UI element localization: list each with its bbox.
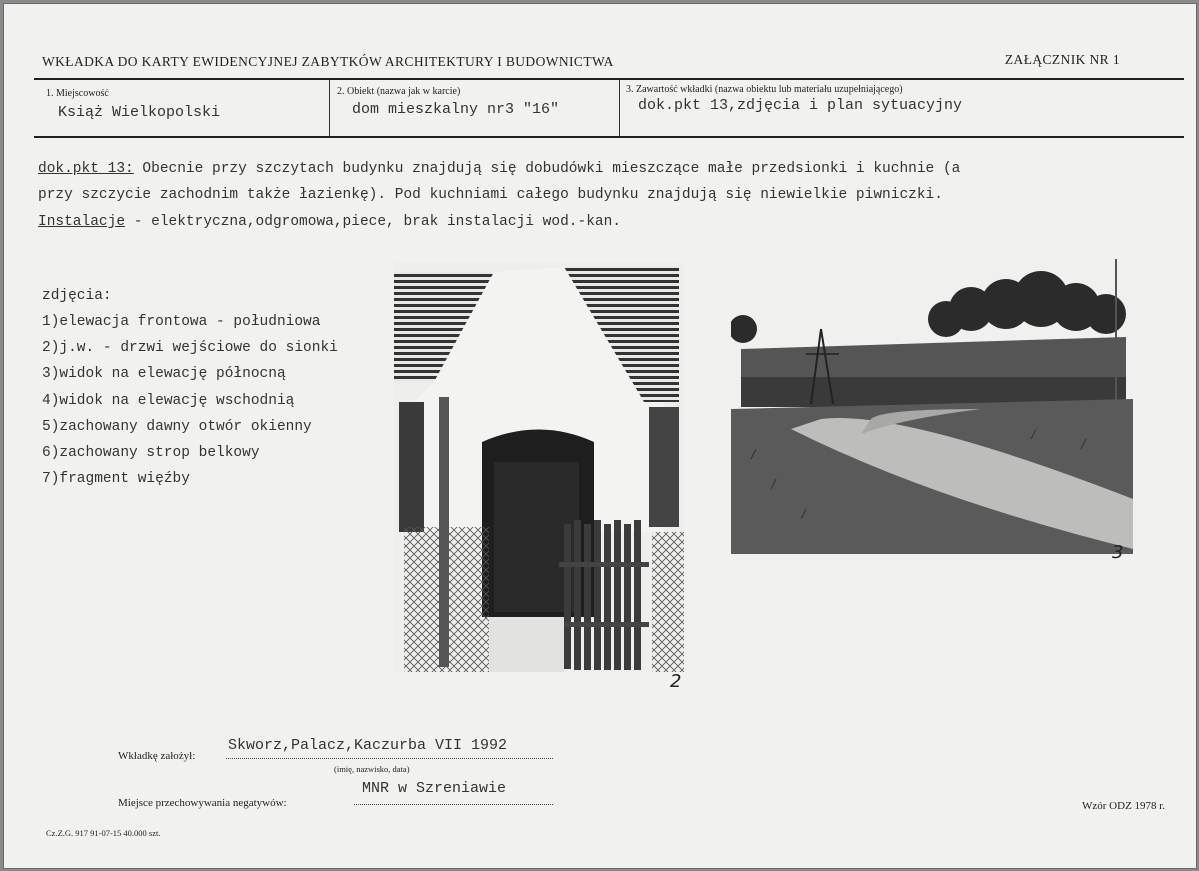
founder-value: Skworz,Palacz,Kaczurba VII 1992 <box>228 737 508 754</box>
founder-label: Wkładkę założył: <box>118 750 196 762</box>
ref-label: dok.pkt 13: <box>38 161 134 177</box>
table-divider-2 <box>619 80 620 136</box>
field-value-contents: dok.pkt 13,zdjęcia i plan sytuacyjny <box>638 97 963 114</box>
field-label-contents: 3. Zawartość wkładki (nazwa obiektu lub materiału uzupełniającego) <box>626 84 903 95</box>
photo-number-3: 3 <box>1112 542 1124 563</box>
photo-list-item-6: 6)zachowany strop belkowy <box>42 445 260 461</box>
field-label-locality: 1. Miejscowość <box>46 88 109 99</box>
photo-list-item-5: 5)zachowany dawny otwór okienny <box>42 419 312 435</box>
description-line-1 <box>38 161 960 177</box>
photo-list-item-2: 2)j.w. - drzwi wejściowe do sionki <box>42 340 338 356</box>
photo-list-item-1: 1)elewacja frontowa - południowa <box>42 314 321 330</box>
photo-list-item-7: 7)fragment więźby <box>42 471 190 487</box>
installations-line <box>38 214 621 230</box>
model-label: Wzór ODZ 1978 r. <box>1082 800 1166 812</box>
description-line-2: przy szczycie zachodnim także łazienkę). Pod kuchniami całego budynku znajdują się niewielkie piwniczki. <box>38 187 943 203</box>
photo-north-elevation <box>731 259 1133 554</box>
photo-list-item-3: 3)widok na elewację północną <box>42 366 286 382</box>
photo-list-item-4: 4)widok na elewację wschodnią <box>42 393 295 409</box>
annex-number: ZAŁĄCZNIK NR 1 <box>1004 52 1120 67</box>
field-value-object: dom mieszkalny nr3 "16" <box>352 101 560 118</box>
photo-number-2: 2 <box>670 671 682 692</box>
field-value-locality: Książ Wielkopolski <box>58 104 221 121</box>
table-divider-1 <box>329 80 330 136</box>
print-code: Cz.Z.G. 917 91-07-15 40.000 szt. <box>46 828 161 838</box>
installations-text: - elektryczna,odgromowa,piece, brak instalacji wod.-kan. <box>125 214 621 230</box>
storage-label: Miejsce przechowywania negatywów: <box>118 797 287 809</box>
founder-dotline <box>226 758 553 759</box>
document-title: WKŁADKA DO KARTY EWIDENCYJNEJ ZABYTKÓW ARCHITEKTURY I BUDOWNICTWA <box>42 54 614 69</box>
installations-label: Instalacje <box>38 214 126 230</box>
storage-dotline <box>354 804 553 805</box>
table-bottom-rule <box>34 136 1184 138</box>
photo-entrance-door <box>394 262 684 672</box>
record-sheet <box>3 3 1197 869</box>
table-top-rule <box>34 78 1184 80</box>
field-label-object: 2. Obiekt (nazwa jak w karcie) <box>337 86 461 97</box>
photo-list-heading: zdjęcia: <box>42 288 112 304</box>
founder-hint: (imię, nazwisko, data) <box>334 764 410 774</box>
storage-value: MNR w Szreniawie <box>362 780 507 797</box>
description-text-1: Obecnie przy szczytach budynku znajdują się dobudówki mieszczące małe przedsionki i kuchnie (a <box>133 161 961 177</box>
